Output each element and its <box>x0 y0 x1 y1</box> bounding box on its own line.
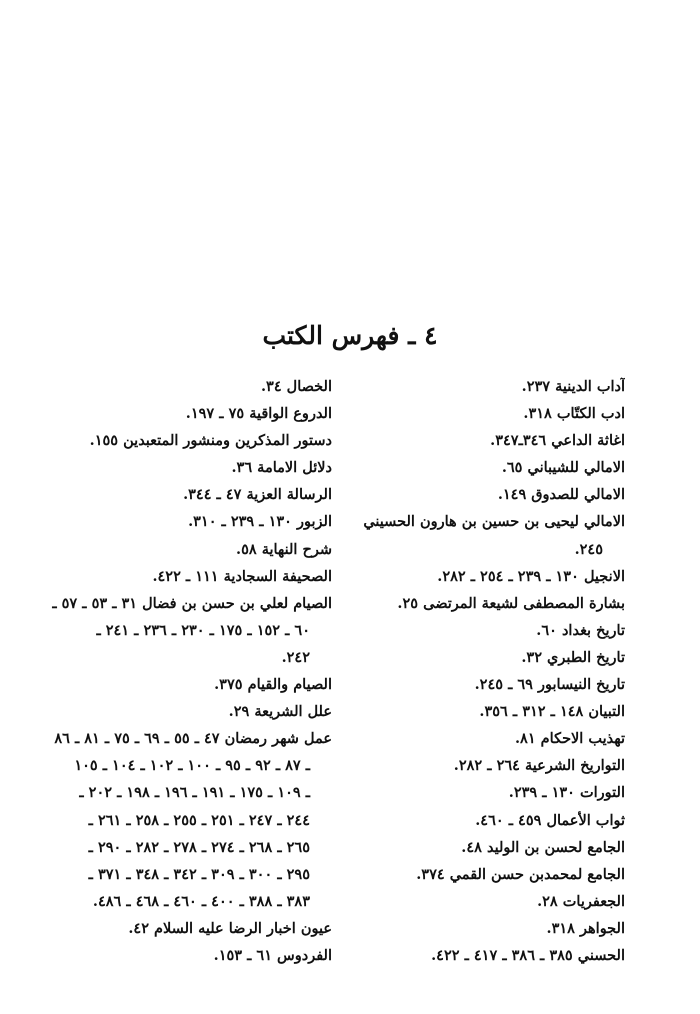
index-entry: الحسني ٣٨٥ ـ ٣٨٦ ـ ٤١٧ ـ ٤٢٢. <box>431 946 625 964</box>
index-entry: الخصال ٣٤. <box>260 378 332 395</box>
index-column-right <box>325 373 625 969</box>
index-entry-continuation: ٢٤٤ ـ ٢٤٧ ـ ٢٥١ ـ ٢٥٥ ـ ٢٥٨ ـ ٢٦١ ـ <box>88 811 310 829</box>
index-entry-continuation: ٢٤٥. <box>574 540 603 558</box>
index-column-left <box>32 373 332 969</box>
index-entry-continuation: ـ ٨٧ ـ ٩٢ ـ ٩٥ ـ ١٠٠ ـ ١٠٢ ـ ١٠٤ ـ ١٠٥ <box>74 757 310 775</box>
index-entry: ادب الكتّاب ٣١٨. <box>523 405 625 423</box>
index-entry-continuation: ٢٤٢. <box>281 648 310 666</box>
index-entry: آداب الدينية ٢٣٧. <box>521 378 625 395</box>
index-entry: الجواهر ٣١٨. <box>546 919 625 937</box>
index-entry: علل الشريعة ٢٩. <box>228 703 332 721</box>
index-entry: التبيان ١٤٨ ـ ٣١٢ ـ ٣٥٦. <box>479 703 625 721</box>
index-entry: تهذيب الاحكام ٨١. <box>514 730 625 748</box>
index-entry: الصيام لعلي بن حسن بن فضال ٣١ ـ ٥٣ ـ ٥٧ ـ <box>52 594 332 612</box>
index-entry: تاريخ بغداد ٦٠. <box>536 621 625 639</box>
index-entry: الجعفريات ٢٨. <box>537 892 625 910</box>
index-entry-continuation: ـ ١٠٩ ـ ١٧٥ ـ ١٩١ ـ ١٩٦ ـ ١٩٨ ـ ٢٠٢ ـ <box>79 784 310 802</box>
index-entry: اغاثة الداعي ٣٤٦ـ٣٤٧. <box>490 432 625 450</box>
index-entry: عيون اخبار الرضا عليه السلام ٤٢. <box>128 919 332 937</box>
index-entry: تاريخ النيسابور ٦٩ ـ ٢٤٥. <box>474 676 625 694</box>
page-title: ٤ ـ فهرس الكتب <box>262 321 438 350</box>
index-entry-continuation: ٢٦٥ ـ ٢٦٨ ـ ٢٧٤ ـ ٢٧٨ ـ ٢٨٢ ـ ٢٩٠ ـ <box>88 838 310 856</box>
index-entry: التورات ١٣٠ ـ ٢٣٩. <box>508 784 625 802</box>
index-entry: بشارة المصطفى لشيعة المرتضى ٢٥. <box>397 594 625 612</box>
index-entry: دلائل الامامة ٣٦. <box>231 459 332 477</box>
index-entry: الامالي للصدوق ١٤٩. <box>497 486 625 504</box>
index-entry: الانجيل ١٣٠ ـ ٢٣٩ ـ ٢٥٤ ـ ٢٨٢. <box>437 567 625 585</box>
index-entry: الرسالة العزية ٤٧ ـ ٣٤٤. <box>183 486 332 504</box>
index-entry-continuation: ٣٨٣ ـ ٣٨٨ ـ ٤٠٠ ـ ٤٦٠ ـ ٤٦٨ ـ ٤٨٦. <box>92 892 310 910</box>
index-entry: الصيام والقيام ٣٧٥. <box>214 676 332 694</box>
index-entry: تاريخ الطبري ٣٢. <box>521 648 625 666</box>
index-entry: الامالي للشيباني ٦٥. <box>501 459 625 477</box>
index-entry: شرح النهاية ٥٨. <box>236 540 332 558</box>
index-entry: الجامع لمحمدبن حسن القمي ٣٧٤. <box>416 865 625 883</box>
index-entry: الامالي ليحيى بن حسين بن هارون الحسيني <box>363 513 625 531</box>
index-entry: دستور المذكرين ومنشور المتعبدين ١٥٥. <box>89 432 332 450</box>
index-entry: الصحيفة السجادية ١١١ ـ ٤٢٢. <box>152 567 332 585</box>
index-entry-continuation: ٢٩٥ ـ ٣٠٠ ـ ٣٠٩ ـ ٣٤٢ ـ ٣٤٨ ـ ٣٧١ ـ <box>88 865 310 883</box>
index-entry-continuation: ٦٠ ـ ١٥٢ ـ ١٧٥ ـ ٢٣٠ ـ ٢٣٦ ـ ٢٤١ ـ <box>96 621 310 639</box>
index-entry: الزبور ١٣٠ ـ ٢٣٩ ـ ٣١٠. <box>188 513 332 531</box>
index-entry: عمل شهر رمضان ٤٧ ـ ٥٥ ـ ٦٩ ـ ٧٥ ـ ٨١ ـ ٨٦ <box>54 730 332 748</box>
index-entry: الفردوس ٦١ ـ ١٥٣. <box>213 946 332 964</box>
index-entry: التواريخ الشرعية ٢٦٤ ـ ٢٨٢. <box>453 757 625 775</box>
index-entry: ثواب الأعمال ٤٥٩ ـ ٤٦٠. <box>475 811 625 829</box>
index-entry: الجامع لحسن بن الوليد ٤٨. <box>461 838 625 856</box>
index-entry: الدروع الواقية ٧٥ ـ ١٩٧. <box>185 405 332 423</box>
